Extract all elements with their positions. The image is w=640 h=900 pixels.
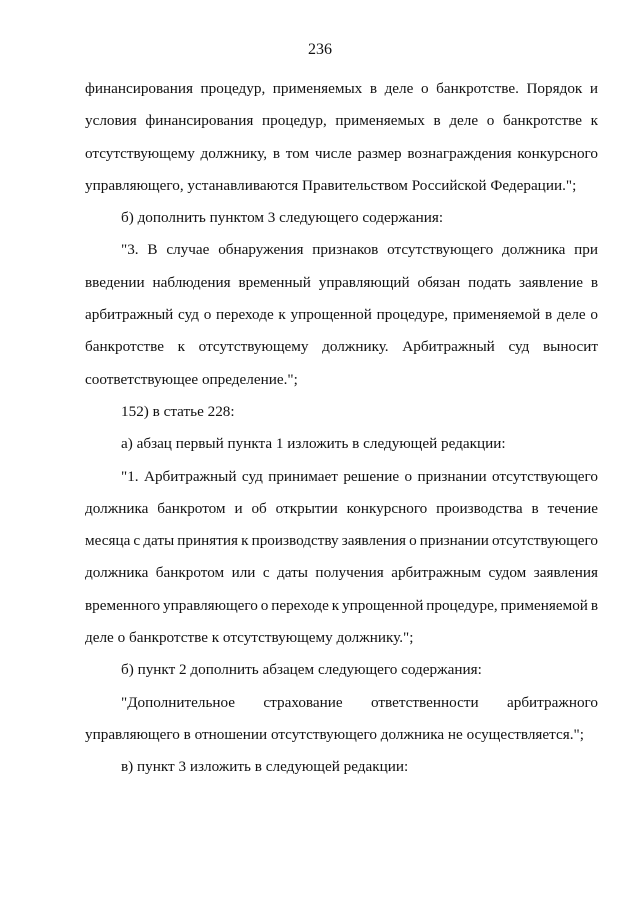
text-line: "3. В случае обнаружения признаков отсутствующего должника при: [121, 241, 598, 259]
page-number: 236: [308, 41, 332, 58]
text-line: временного управляющего о переходе к упрощенной процедуре, применяемой в: [85, 596, 598, 614]
text-line: "Дополнительное страхование ответственности арбитражного: [121, 693, 598, 711]
text-line: управляющего в отношении отсутствующего должника не осуществляется.";: [85, 725, 584, 743]
text-line: 152) в статье 228:: [121, 402, 235, 420]
text-line: в) пункт 3 изложить в следующей редакции:: [121, 758, 409, 776]
text-line: управляющего, устанавливаются Правительством Российской Федерации.";: [85, 176, 577, 194]
document-body: [85, 73, 598, 784]
text-line: введении наблюдения временный управляющий обязан подать заявление в: [85, 273, 598, 291]
text-line: "1. Арбитражный суд принимает решение о признании отсутствующего: [121, 467, 598, 485]
text-line: б) дополнить пунктом 3 следующего содержания:: [121, 209, 444, 227]
text-line: финансирования процедур, применяемых в деле о банкротстве. Порядок и: [85, 80, 598, 97]
text-line: арбитражный суд о переходе к упрощенной процедуре, применяемой в деле о: [85, 306, 598, 324]
text-line: должника банкротом и об открытии конкурсного производства в течение: [85, 499, 598, 517]
text-line: а) абзац первый пункта 1 изложить в следующей редакции:: [121, 435, 506, 453]
text-line: месяца с даты принятия к производству заявления о признании отсутствующего: [85, 532, 598, 550]
text-line: б) пункт 2 дополнить абзацем следующего содержания:: [121, 661, 482, 679]
text-line: условия финансирования процедур, применяемых в деле о банкротстве к: [85, 112, 598, 130]
text-line: деле о банкротстве к отсутствующему должнику.";: [85, 629, 414, 647]
text-line: отсутствующему должнику, в том числе размер вознаграждения конкурсного: [85, 144, 598, 162]
text-line: банкротстве к отсутствующему должнику. Арбитражный суд выносит: [85, 338, 598, 356]
text-line: соответствующее определение.";: [85, 370, 298, 388]
text-line: должника банкротом или с даты получения арбитражным судом заявления: [85, 564, 598, 582]
